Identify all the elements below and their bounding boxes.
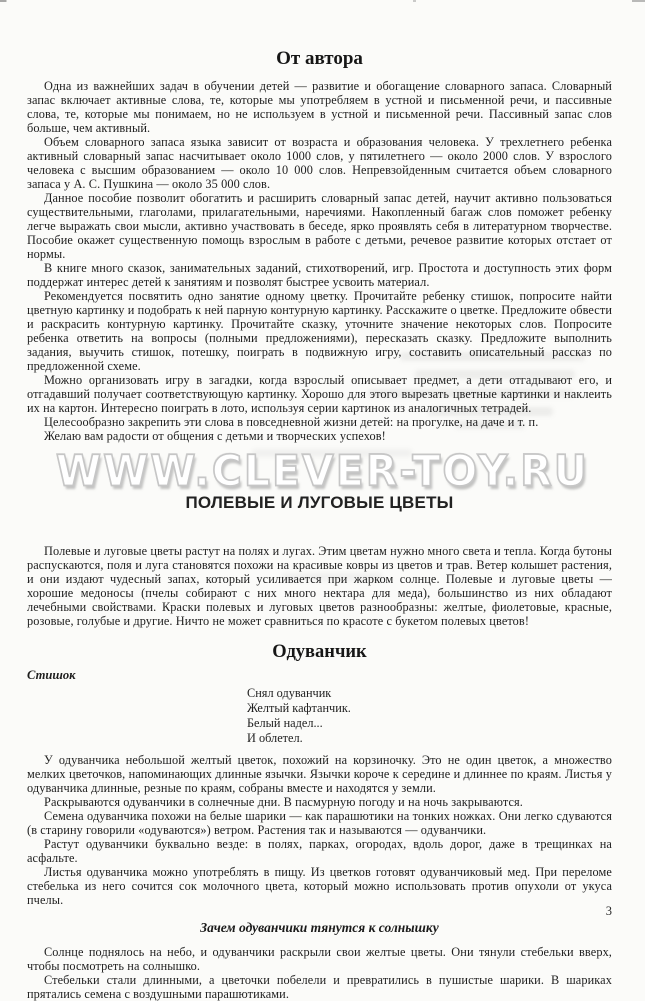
poem-line: И облетел.: [247, 731, 303, 745]
flower-title: Одуванчик: [272, 642, 367, 662]
flowers-section: [27, 544, 612, 628]
paragraph: Полевые и луговые цветы растут на полях и лугах. Этим цветам нужно много света и тепла. Когда бутоны распускаются, поля и луга становятся похожи на красивые ковры из цветов и трав. Ветер колышет растения, и они издают чудесный запах, который усиливается при жарком солнце. Полевые и луговые цветы — хорошие медоносы (пчелы собирают с них много нектара для меда), большинство из них обладают лечебными свойствами. Краски полевых и луговых цветов разнообразны: желтые, фиолетовые, красные, розовые, голубые и другие. Ничто не может сравниться по красоте с букетом полевых цветов!: [27, 544, 612, 628]
poem-line: Желтый кафтанчик.: [247, 701, 351, 715]
dandelion-section: [27, 753, 612, 907]
paragraph: Стебельки стали длинными, а цветочки побелели и превратились в пушистые шарики. В шариках прятались семена с воздушными парашютиками.: [27, 973, 612, 1001]
paragraph: Можно организовать игру в загадки, когда взрослый описывает предмет, а дети отгадывают его, и отгадавший получает соответствующую картинку. Хорошо для этого вырезать цветные картинки и наклеить их на картон. Интересно поиграть в лото, используя серии картинок из аналогичных тетрадей.: [27, 373, 612, 415]
paragraph: В книге много сказок, занимательных заданий, стихотворений, игр. Простота и доступность этих форм поддержат интерес детей к занятиям и позволят быстрее усвоить материал.: [27, 261, 612, 289]
watermark: WWW.CLEVER-TOY.RU: [55, 445, 590, 497]
poem-line: Снял одуванчик: [247, 686, 332, 700]
author-section: [27, 79, 612, 443]
paragraph: Рекомендуется посвятить одно занятие одному цветку. Прочитайте ребенку стишок, попросите найти цветную картинку и подобрать к ней парную контурную картинку. Расскажите о цветке. Предложите обвести и раскрасить контурную картинку. Прочитайте сказку, уточните значение некоторых слов. Попросите ребенка ответить на вопросы (полными предложениями), пересказать сказку. Предложите выполнить задания, выучить стишок, потешку, поиграть в подвижную игру, составить описательный рассказ по предложенной схеме.: [27, 289, 612, 373]
paragraph: Объем словарного запаса языка зависит от возраста и образования человека. У трехлетнего ребенка активный словарный запас насчитывает около 1000 слов, у пятилетнего — около 2000 слов. У взрослого человека с высшим образованием — около 10 000 слов. Непревзойденным считается объем словарного запаса у А. С. Пушкина — около 35 000 слов.: [27, 135, 612, 191]
paragraph: Семена одуванчика похожи на белые шарики — как парашютики на тонких ножках. Они легко сдуваются (в старину говорили «одуваются») ветром. Растения так и называются — одуванчики.: [27, 809, 612, 837]
page-title: От автора: [276, 48, 363, 69]
paragraph: Данное пособие позволит обогатить и расширить словарный запас детей, научит активно пользоваться существительными, глаголами, прилагательными, наречиями. Накопленный багаж слов поможет ребенку легче выражать свои мысли, активно участвовать в беседе, ярко проявлять себя в литературном творчестве. Пособие окажет существенную помощь взрослым в работе с детьми, речевое развитие которых отстает от нормы.: [27, 191, 612, 261]
paragraph: У одуванчика небольшой желтый цветок, похожий на корзиночку. Это не один цветок, а множество мелких цветочков, напоминающих длинные язычки. Язычки короче к середине и длиннее по краям. Листья у одуванчика длинные, резные по краям, собраны вместе и находятся у земли.: [27, 753, 612, 795]
section-title: ПОЛЕВЫЕ И ЛУГОВЫЕ ЦВЕТЫ: [185, 493, 454, 512]
story-section: [27, 945, 612, 1001]
paragraph: Растут одуванчики буквально везде: в полях, парках, огородах, вдоль дорог, даже в трещинках на асфальте.: [27, 837, 612, 865]
paragraph: Желаю вам радости от общения с детьми и творческих успехов!: [44, 429, 386, 443]
page-number: 3: [605, 904, 612, 918]
story-title: Зачем одуванчики тянутся к солнышку: [200, 920, 439, 935]
paragraph: Листья одуванчика можно употреблять в пищу. Из цветков готовят одуванчиковый мед. При переломе стебелька из него сочится сок молочного цвета, который можно использовать против опухоли от укуса пчелы.: [27, 865, 612, 907]
poem-label: Стишок: [27, 668, 76, 682]
paragraph: Одна из важнейших задач в обучении детей — развитие и обогащение словарного запаса. Словарный запас включает активные слова, те, которые мы употребляем в устной и письменной речи, и пассивные слова, те, которые мы понимаем, но не используем в устной и письменной речи. Пассивный запас слов больше, чем активный.: [27, 79, 612, 135]
paragraph: Раскрываются одуванчики в солнечные дни. В пасмурную погоду и на ночь закрываются.: [44, 795, 523, 809]
paragraph: Целесообразно закрепить эти слова в повседневной жизни детей: на прогулке, на даче и т. п.: [44, 415, 539, 429]
poem: [247, 686, 612, 746]
poem-line: Белый надел...: [247, 716, 323, 730]
paragraph: Солнце поднялось на небо, и одуванчики раскрыли свои желтые цветы. Они тянули стебельки вверх, чтобы посмотреть на солнышко.: [27, 945, 612, 973]
